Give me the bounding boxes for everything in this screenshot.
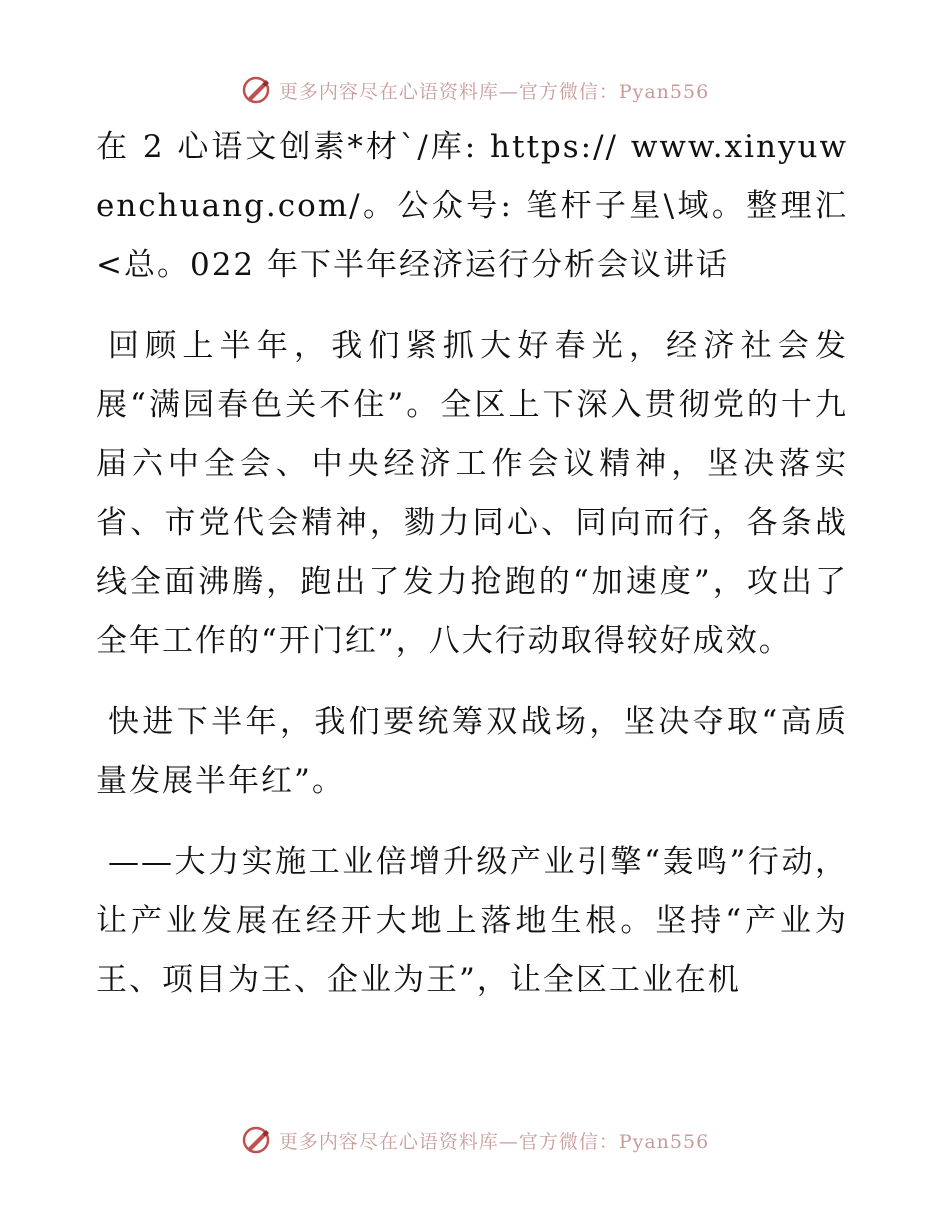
header-watermark xyxy=(0,70,950,110)
paragraph-industry: ——大力实施工业倍增升级产业引擎“轰鸣”行动，让产业发展在经开大地上落地生根。坚持“产业为王、项目为王、企业为王”，让全区工业在机 xyxy=(96,844,848,998)
paragraph-review: 回顾上半年，我们紧抓大好春光，经济社会发展“满园春色关不住”。全区上下深入贯彻党的十九届六中全会、中央经济工作会议精神，坚决落实省、市党代会精神，勠力同心、同向而行，各条战线全面沸腾，跑出了发力抢跑的“加速度”，攻出了全年工作的“开门红”，八大行动取得较好成效。 xyxy=(96,328,848,659)
pen-logo-icon xyxy=(241,75,271,105)
pen-logo-icon xyxy=(241,1125,271,1155)
watermark-text: 更多内容尽在心语资料库—官方微信：Pyan556 xyxy=(278,80,710,103)
watermark-text: 更多内容尽在心语资料库—官方微信：Pyan556 xyxy=(278,1130,710,1153)
paragraph-title: 在 2 心语文创素*材`/库: https:// www.xinyuwenchuang.com/。公众号: 笔杆子星\域。整理汇<总。022 年下半年经济运行分析会议讲话 xyxy=(96,129,848,283)
document-body xyxy=(96,118,848,1010)
footer-watermark xyxy=(0,1120,950,1160)
paragraph-outlook: 快进下半年，我们要统筹双战场，坚决夺取“高质量发展半年红”。 xyxy=(96,704,848,799)
